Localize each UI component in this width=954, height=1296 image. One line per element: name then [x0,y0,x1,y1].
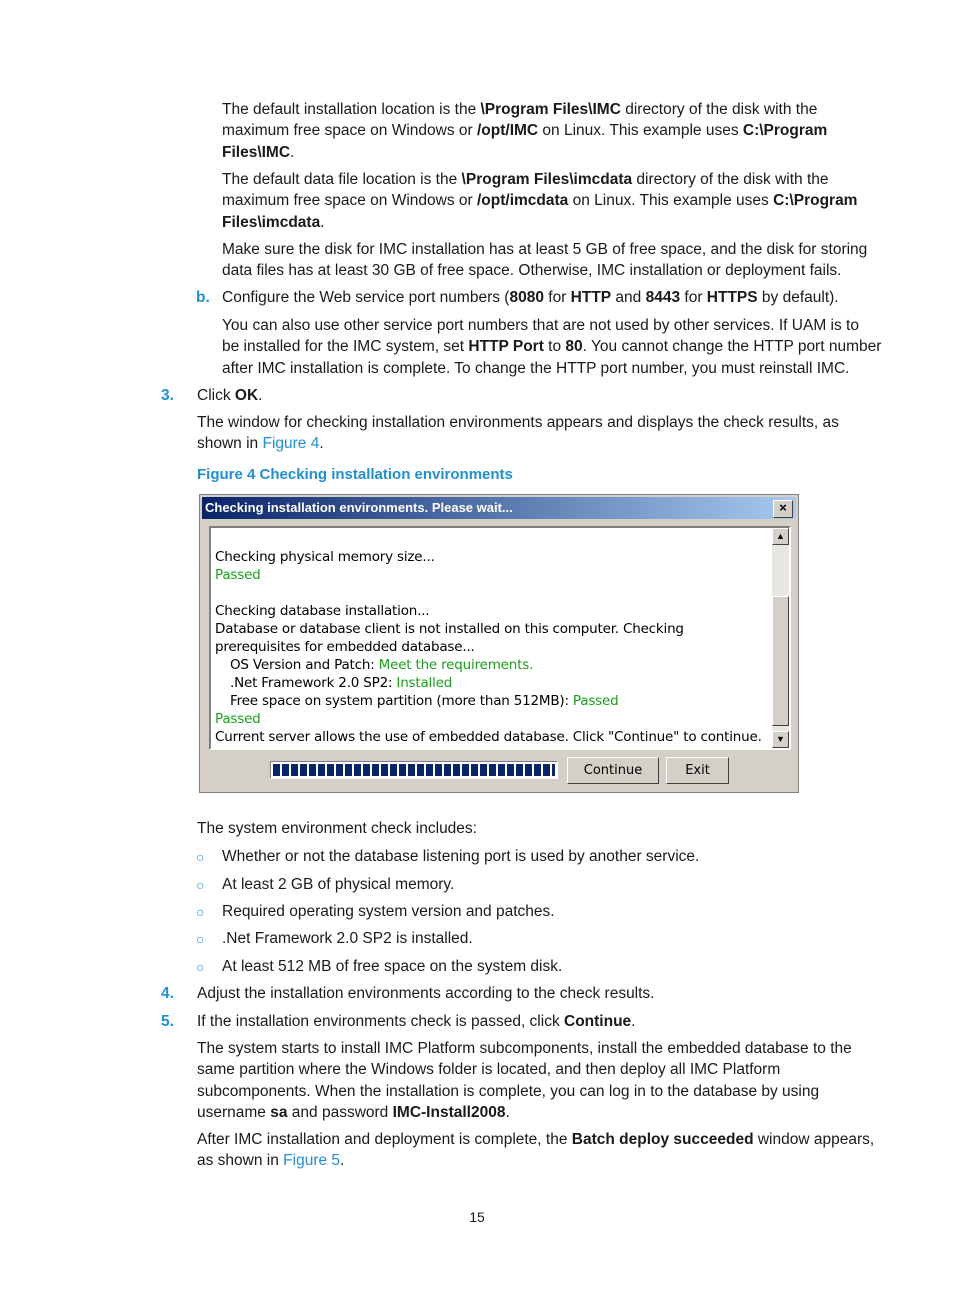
page-number: 15 [469,1209,485,1225]
close-icon[interactable]: × [773,500,793,518]
figure-caption: Figure 4 Checking installation environments [197,466,513,483]
log-line: Database or database client is not installed on this computer. Checking [215,621,684,637]
step-5-text: If the installation environments check is passed, click Continue. [197,1013,636,1030]
step-b-text: Configure the Web service port numbers (8080 for HTTP and 8443 for HTTPS by default). [222,289,839,306]
progress-bar [270,761,558,779]
step-4-text: Adjust the installation environments according to the check results. [197,985,655,1002]
data-location-paragraph: The default data file location is the \Program Files\imcdata directory of the disk with the maximum free space on Windows or /opt/imcdata on Linux. This example uses C:\Program Files\imcdata. [222,171,858,231]
list-item: Whether or not the database listening port is used by another service. [222,848,700,865]
check-environment-dialog [199,494,799,793]
log-line: OS Version and Patch: Meet the requirements. [230,657,534,673]
step-3-text: Click OK. [197,387,263,404]
log-line: Free space on system partition (more than 512MB): Passed [230,693,619,709]
disk-space-paragraph: Make sure the disk for IMC installation has at least 5 GB of free space, and the disk for storing data files has at least 30 GB of free space. Otherwise, IMC installation or deployment fails. [222,241,868,280]
dialog-title: Checking installation environments. Please wait... [205,500,513,515]
progress-fill [273,764,555,776]
log-line: Passed [215,711,261,727]
list-item: .Net Framework 2.0 SP2 is installed. [222,930,473,947]
install-location-paragraph: The default installation location is the \Program Files\IMC directory of the disk with the maximum free space on Windows or /opt/IMC on Linux. This example uses C:\Program Files\IMC. [222,101,828,161]
step-4-marker: 4. [161,985,174,1002]
scroll-thumb[interactable] [772,596,789,726]
vertical-scrollbar[interactable] [772,528,789,748]
log-textbox[interactable] [209,526,791,750]
step-5-marker: 5. [161,1013,174,1030]
scroll-down-icon[interactable]: ▼ [772,731,789,748]
list-item: At least 2 GB of physical memory. [222,876,455,893]
log-line: Current server allows the use of embedded database. Click "Continue" to continue. [215,729,762,745]
check-includes-paragraph: The system environment check includes: [197,820,477,837]
ports-paragraph: You can also use other service port numbers that are not used by other services. If UAM is to be installed for the IMC system, set HTTP Port to 80. You cannot change the HTTP port number after IMC installation is complete. To change the HTTP port number, you must reinstall IMC. [222,317,882,377]
bullet-marker: ○ [196,931,205,947]
check-window-paragraph: The window for checking installation environments appears and displays the check results, as shown in Figure 4. [197,414,839,453]
bullet-marker: ○ [196,904,205,920]
dialog-titlebar [202,497,796,519]
log-line: Passed [215,567,261,583]
scroll-up-icon[interactable]: ▲ [772,528,789,545]
bullet-marker: ○ [196,959,205,975]
step-b-marker: b. [196,289,210,306]
bullet-marker: ○ [196,849,205,865]
after-install-paragraph: After IMC installation and deployment is complete, the Batch deploy succeeded window appears, as shown in Figure 5. [197,1131,875,1170]
step-3-marker: 3. [161,387,174,404]
list-item: At least 512 MB of free space on the system disk. [222,958,563,975]
log-line: Checking database installation... [215,603,430,619]
log-line: Checking physical memory size... [215,549,435,565]
subcomponents-paragraph: The system starts to install IMC Platform subcomponents, install the embedded database to the same partition where the Windows folder is located, and then deploy all IMC Platform subcomponents. When the installation is complete, you can log in to the database by using username sa and password IMC-Install2008. [197,1040,852,1122]
list-item: Required operating system version and patches. [222,903,555,920]
continue-button[interactable]: Continue [567,757,659,784]
figure-5-link[interactable]: Figure 5 [283,1152,341,1170]
figure-4-link[interactable]: Figure 4 [262,435,320,453]
log-line: .Net Framework 2.0 SP2: Installed [230,675,453,691]
log-line: prerequisites for embedded database... [215,639,475,655]
exit-button[interactable]: Exit [666,757,729,784]
bullet-marker: ○ [196,877,205,893]
